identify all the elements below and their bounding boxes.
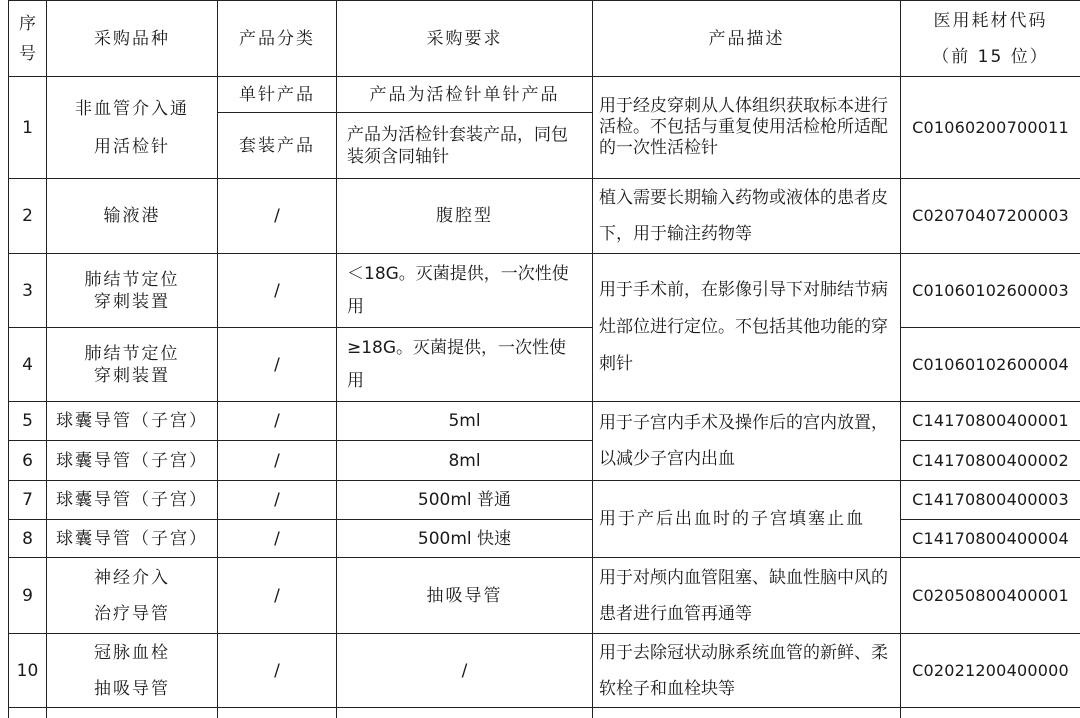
table-row [9,441,1080,481]
cell-variety: 非血管介入通用活检针 [47,77,218,179]
cell-category: / [218,634,337,708]
cell-requirement: ≥18G。灭菌提供，一次性使用 [337,328,593,402]
cell-requirement: 5ml [337,402,593,441]
cell-requirement: / [337,634,593,708]
cell-code: C14170800400003 [901,481,1080,520]
cell-description: 用于子宫内手术及操作后的宫内放置，以减少子宫内出血 [593,402,901,481]
table-row [9,558,1080,634]
table-row-cutoff [9,708,1080,718]
cell-seq: 10 [9,634,47,708]
cell-requirement: 腹腔型 [337,179,593,254]
cell-requirement: 500ml 快速 [337,520,593,558]
cell-description: 用于产后出血时的子宫填塞止血 [593,481,901,558]
header-code-sub: （前 15 位） [907,39,1074,75]
cell-category: / [218,254,337,328]
cell-variety: 冠脉血栓抽吸导管 [47,634,218,708]
cell-seq: 3 [9,254,47,328]
cell-empty [47,708,218,718]
cell-requirement: 8ml [337,441,593,481]
cell-category: 套装产品 [218,113,337,179]
cell-variety: 输液港 [47,179,218,254]
cell-seq: 9 [9,558,47,634]
cell-empty [9,708,47,718]
cell-variety: 肺结节定位穿刺装置 [47,254,218,328]
header-category: 产品分类 [218,1,337,77]
header-row [9,1,1080,77]
cell-category: / [218,520,337,558]
cell-empty [901,708,1080,718]
cell-seq: 6 [9,441,47,481]
cell-category: / [218,402,337,441]
cell-category: / [218,481,337,520]
cell-code: C01060102600003 [901,254,1080,328]
cell-category: 单针产品 [218,77,337,113]
cell-seq: 2 [9,179,47,254]
procurement-table [8,0,1080,718]
cell-code: C14170800400002 [901,441,1080,481]
cell-requirement: 产品为活检针单针产品 [337,77,593,113]
table-row [9,634,1080,708]
table-row [9,254,1080,328]
cell-description: 用于经皮穿刺从人体组织获取标本进行活检。不包括与重复使用活检枪所适配的一次性活检针 [593,77,901,179]
table-row [9,402,1080,441]
cell-variety: 球囊导管（子宫） [47,441,218,481]
header-variety: 采购品种 [47,1,218,77]
table-row [9,481,1080,520]
cell-empty [593,708,901,718]
cell-seq: 5 [9,402,47,441]
header-requirement: 采购要求 [337,1,593,77]
header-seq: 序号 [9,1,47,77]
cell-category: / [218,328,337,402]
cell-code: C01060102600004 [901,328,1080,402]
cell-requirement: 抽吸导管 [337,558,593,634]
cell-variety: 球囊导管（子宫） [47,402,218,441]
cell-code: C01060200700011 [901,77,1080,179]
cell-code: C14170800400004 [901,520,1080,558]
table-row [9,328,1080,402]
cell-variety: 神经介入治疗导管 [47,558,218,634]
cell-variety: 球囊导管（子宫） [47,481,218,520]
cell-variety: 肺结节定位穿刺装置 [47,328,218,402]
cell-description: 植入需要长期输入药物或液体的患者皮下，用于输注药物等 [593,179,901,254]
cell-seq: 8 [9,520,47,558]
cell-requirement: ＜18G。灭菌提供，一次性使用 [337,254,593,328]
table-row [9,520,1080,558]
cell-code: C02070407200003 [901,179,1080,254]
cell-seq: 1 [9,77,47,179]
cell-description: 用于手术前，在影像引导下对肺结节病灶部位进行定位。不包括其他功能的穿刺针 [593,254,901,402]
cell-requirement: 500ml 普通 [337,481,593,520]
cell-code: C14170800400001 [901,402,1080,441]
cell-seq: 7 [9,481,47,520]
cell-description: 用于对颅内血管阻塞、缺血性脑中风的患者进行血管再通等 [593,558,901,634]
cell-code: C02021200400000 [901,634,1080,708]
header-code [901,1,1080,77]
header-description: 产品描述 [593,1,901,77]
cell-empty [218,708,337,718]
cell-category: / [218,441,337,481]
table-row [9,77,1080,113]
cell-description: 用于去除冠状动脉系统血管的新鲜、柔软栓子和血栓块等 [593,634,901,708]
cell-empty [337,708,593,718]
cell-requirement: 产品为活检针套装产品，同包装须含同轴针 [337,113,593,179]
cell-variety: 球囊导管（子宫） [47,520,218,558]
cell-category: / [218,558,337,634]
header-code-title: 医用耗材代码 [907,3,1074,39]
cell-code: C02050800400001 [901,558,1080,634]
cell-seq: 4 [9,328,47,402]
table-row [9,179,1080,254]
cell-category: / [218,179,337,254]
